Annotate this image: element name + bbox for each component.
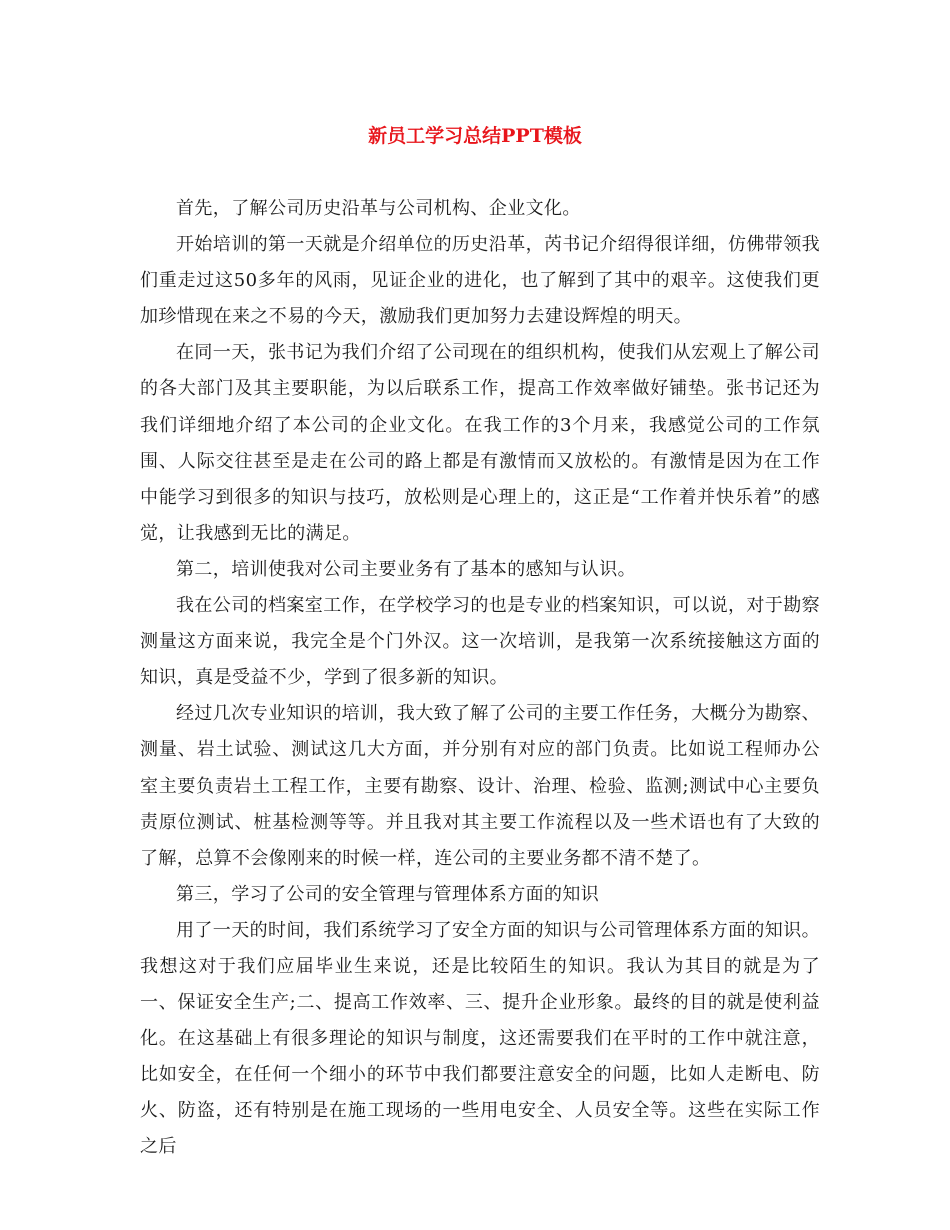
paragraph-safety-detail: 用了一天的时间，我们系统学习了安全方面的知识与公司管理体系方面的知识。我想这对于我们应届毕业生来说，还是比较陌生的知识。我认为其目的就是为了一、保证安全生产;二、提高工作效率、三、提升企业形象。最终的目的就是使利益化。在这基础上有很多理论的知识与制度，这还需要我们在平时的工作中就注意，比如安全，在任何一个细小的环节中我们都要注意安全的问题，比如人走断电、防火、防盗，还有特别是在施工现场的一些用电安全、人员安全等。这些在实际工作之后 bbox=[140, 919, 820, 1158]
paragraph-safety-intro: 第三，学习了公司的安全管理与管理体系方面的知识 bbox=[176, 883, 600, 905]
paragraph-archive-work: 我在公司的档案室工作，在学校学习的也是专业的档案知识，可以说，对于勘察测量这方面来说，我完全是个门外汉。这一次培训，是我第一次系统接触这方面的知识，真是受益不少，学到了很多新的知识。 bbox=[140, 595, 820, 689]
document-title: 新员工学习总结PPT模板 bbox=[368, 125, 582, 147]
paragraph-history-detail: 开始培训的第一天就是介绍单位的历史沿革，芮书记介绍得很详细，仿佛带领我们重走过这50多年的风雨，见证企业的进化，也了解到了其中的艰辛。这使我们更加珍惜现在来之不易的今天，激励我们更加努力去建设辉煌的明天。 bbox=[140, 234, 820, 328]
document-body bbox=[140, 191, 820, 1166]
paragraph-business-detail: 经过几次专业知识的培训，我大致了解了公司的主要工作任务，大概分为勘察、测量、岩土试验、测试这几大方面，并分别有对应的部门负责。比如说工程师办公室主要负责岩土工程工作，主要有勘察、设计、治理、检验、监测;测试中心主要负责原位测试、桩基检测等等。并且我对其主要工作流程以及一些术语也有了大致的了解，总算不会像刚来的时候一样，连公司的主要业务都不清不楚了。 bbox=[140, 703, 820, 869]
paragraph-organization: 在同一天，张书记为我们介绍了公司现在的组织机构，使我们从宏观上了解公司的各大部门及其主要职能，为以后联系工作，提高工作效率做好铺垫。张书记还为我们详细地介绍了本公司的企业文化。在我工作的3个月来，我感觉公司的工作氛围、人际交往甚至是走在公司的路上都是有激情而又放松的。有激情是因为在工作中能学习到很多的知识与技巧，放松则是心理上的，这正是“工作着并快乐着”的感觉，让我感到无比的满足。 bbox=[140, 342, 820, 544]
paragraph-history-intro: 首先，了解公司历史沿革与公司机构、企业文化。 bbox=[176, 198, 581, 219]
paragraph-business-intro: 第二，培训使我对公司主要业务有了基本的感知与认识。 bbox=[176, 558, 636, 580]
